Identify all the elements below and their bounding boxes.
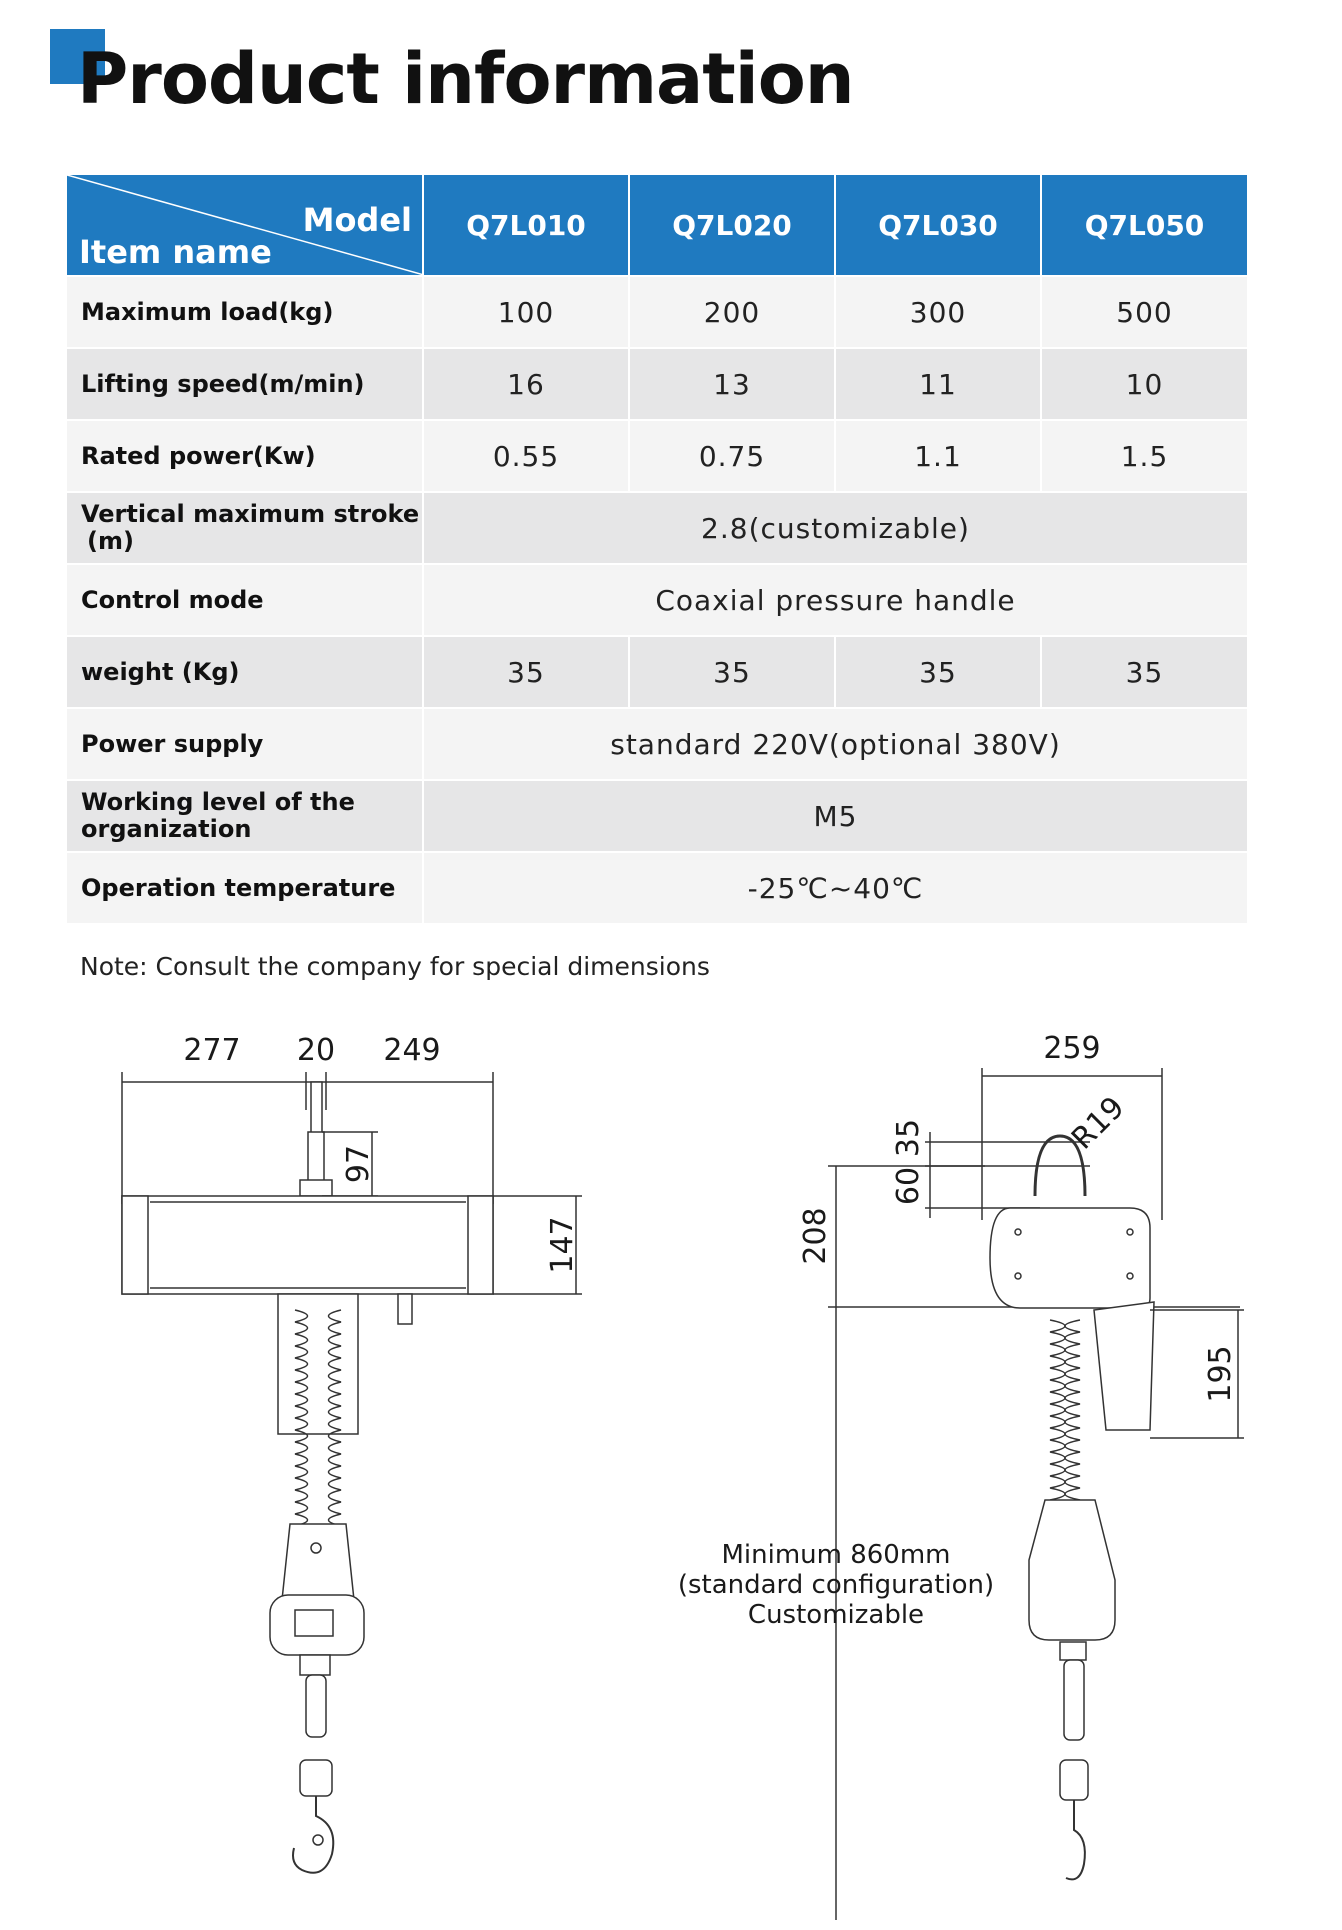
dim-side-60: 60 — [891, 1166, 926, 1206]
row-label: Rated power(Kw) — [66, 420, 423, 492]
min-length-line3: Customizable — [747, 1600, 925, 1630]
spec-table — [65, 173, 1249, 925]
cell-value: 100 — [423, 276, 629, 348]
corner-header — [66, 174, 423, 276]
cell-value: 1.1 — [835, 420, 1041, 492]
table-row — [66, 276, 1248, 348]
row-label: Operation temperature — [66, 852, 423, 924]
model-header: Q7L020 — [629, 174, 835, 276]
table-header-row — [66, 174, 1248, 276]
corner-item-label: Item name — [79, 233, 272, 271]
row-label — [66, 780, 423, 852]
dim-front-body: 147 — [545, 1216, 580, 1274]
cell-value: 200 — [629, 276, 835, 348]
dim-side-35: 35 — [891, 1118, 926, 1158]
corner-model-label: Model — [302, 201, 412, 239]
dimension-drawing — [0, 1020, 1342, 1920]
cell-value: 16 — [423, 348, 629, 420]
cell-value: 0.55 — [423, 420, 629, 492]
cell-value: 35 — [1041, 636, 1248, 708]
cell-value: 35 — [835, 636, 1041, 708]
merged-cell-value: Coaxial pressure handle — [423, 564, 1248, 636]
cell-value: 35 — [423, 636, 629, 708]
merged-cell-value: 2.8(customizable) — [423, 492, 1248, 564]
dim-side-width: 259 — [1043, 1031, 1101, 1066]
row-label-line: (m) — [87, 527, 134, 555]
page-title: Product information — [77, 38, 854, 120]
row-label: Power supply — [66, 708, 423, 780]
row-label-line: Vertical maximum stroke — [81, 500, 420, 528]
model-header: Q7L050 — [1041, 174, 1248, 276]
model-header: Q7L010 — [423, 174, 629, 276]
row-label — [66, 492, 423, 564]
cell-value: 35 — [629, 636, 835, 708]
row-label: Control mode — [66, 564, 423, 636]
table-row — [66, 636, 1248, 708]
cell-value: 13 — [629, 348, 835, 420]
cell-value: 0.75 — [629, 420, 835, 492]
merged-cell-value: -25℃~40℃ — [423, 852, 1248, 924]
table-row — [66, 420, 1248, 492]
table-row — [66, 780, 1248, 852]
row-label: Maximum load(kg) — [66, 276, 423, 348]
row-label-line: Working level of the — [81, 788, 355, 816]
table-row — [66, 564, 1248, 636]
cell-value: 11 — [835, 348, 1041, 420]
cell-value: 10 — [1041, 348, 1248, 420]
row-label-line: organization — [81, 815, 252, 843]
merged-cell-value: standard 220V(optional 380V) — [423, 708, 1248, 780]
cell-value: 1.5 — [1041, 420, 1248, 492]
dim-side-208: 208 — [798, 1207, 833, 1265]
note-text: Note: Consult the company for special dimensions — [80, 952, 710, 981]
dim-front-right: 249 — [383, 1033, 441, 1068]
table-row — [66, 708, 1248, 780]
merged-cell-value: M5 — [423, 780, 1248, 852]
dim-side-195: 195 — [1203, 1345, 1238, 1403]
cell-value: 300 — [835, 276, 1041, 348]
dim-front-left: 277 — [183, 1033, 241, 1068]
cell-value: 500 — [1041, 276, 1248, 348]
table-row — [66, 492, 1248, 564]
dim-side-radius: R19 — [1065, 1090, 1132, 1157]
min-length-line1: Minimum 860mm — [721, 1540, 951, 1570]
min-length-line2: (standard configuration) — [677, 1570, 995, 1600]
front-view-hoist — [122, 1072, 582, 1873]
model-header: Q7L030 — [835, 174, 1041, 276]
row-label: Lifting speed(m/min) — [66, 348, 423, 420]
row-label: weight (Kg) — [66, 636, 423, 708]
table-row — [66, 348, 1248, 420]
dim-front-mid: 20 — [296, 1033, 336, 1068]
table-row — [66, 852, 1248, 924]
dim-front-rod: 97 — [341, 1144, 376, 1184]
